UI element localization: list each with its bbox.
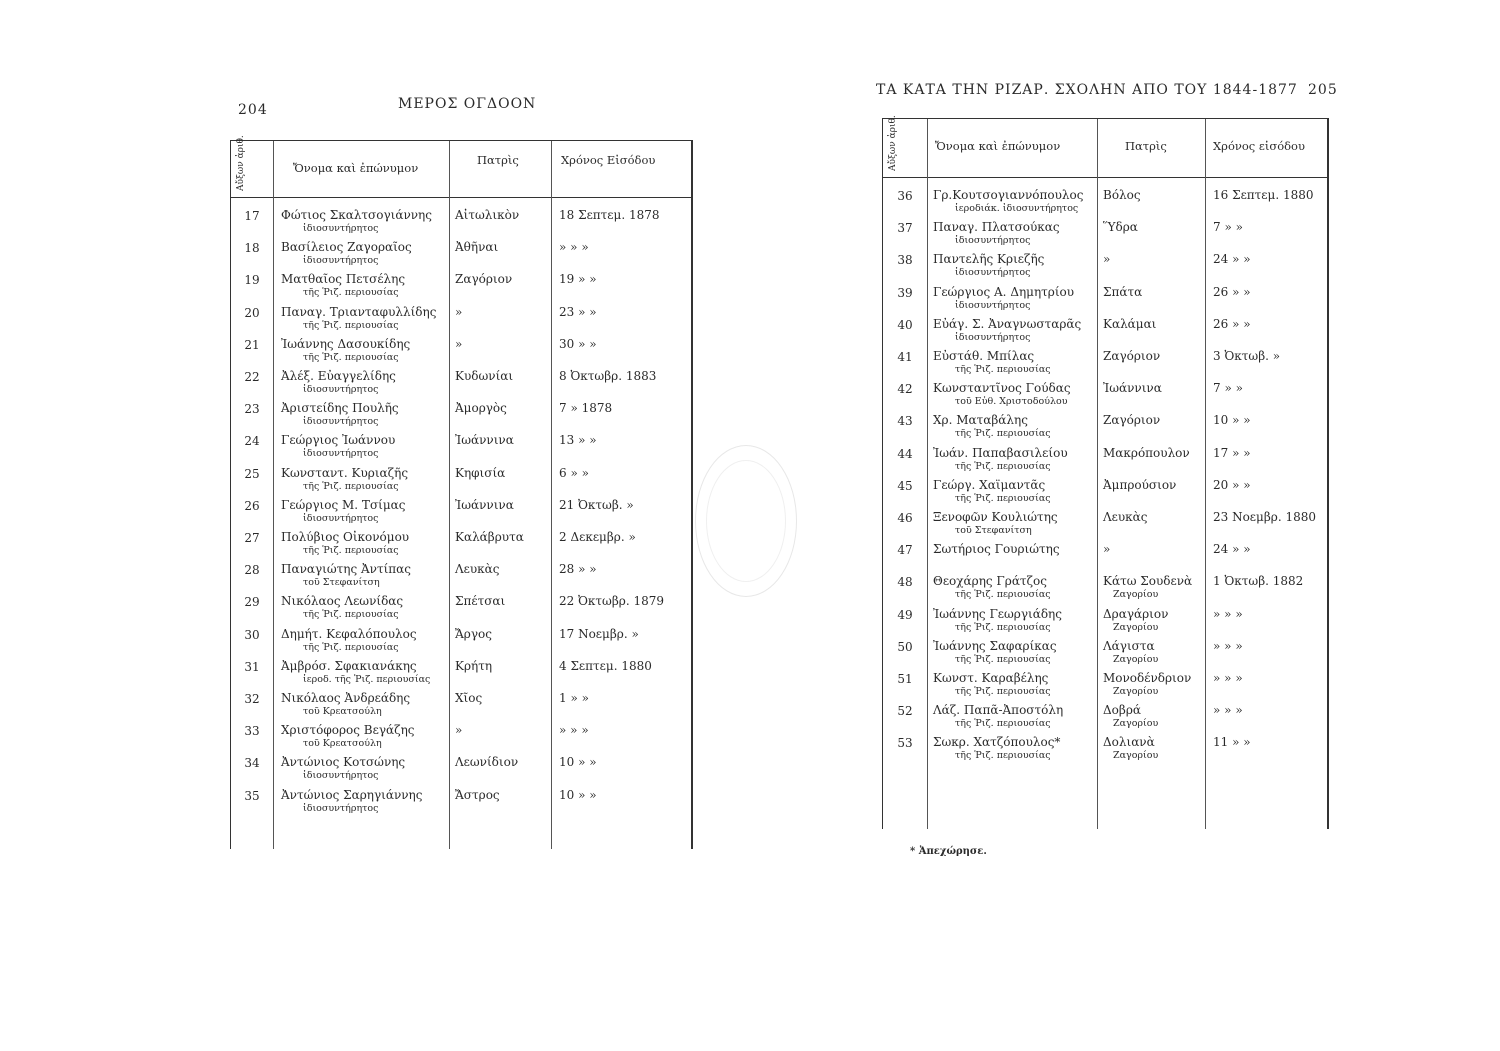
person-note: τοῦ Στεφανίτση xyxy=(955,525,1032,536)
table-row xyxy=(231,269,691,301)
person-name: Χρ. Ματαβάλης xyxy=(933,413,1028,428)
table-row xyxy=(883,604,1327,636)
person-name: Ἰωάννης Σαφαρίκας xyxy=(933,638,1057,653)
table-row xyxy=(883,539,1327,571)
homeland: Κάτω Σουδενὰ xyxy=(1103,574,1193,589)
library-stamp xyxy=(695,445,797,597)
register-table-left xyxy=(230,135,693,849)
running-head: ΤΑ ΚΑΤΑ ΤΗΝ ΡΙΖΑΡ. ΣΧΟΛΗΝ ΑΠΟ ΤΟΥ 1844-1877 xyxy=(876,82,1298,98)
person-name: Ἀριστείδης Πουλῆς xyxy=(281,401,399,416)
row-number: 32 xyxy=(244,692,260,706)
person-note: τῆς Ῥιζ. περιουσίας xyxy=(955,750,1051,762)
entry-date: 20 » » xyxy=(1213,477,1251,492)
entry-date: 28 » » xyxy=(559,562,597,577)
person-name: Σωκρ. Χατζόπουλος* xyxy=(933,735,1061,750)
person-name: Γεώργ. Χαϊμαντᾶς xyxy=(933,477,1046,492)
person-name: Ξενοφῶν Κουλιώτης xyxy=(933,510,1058,524)
entry-date: 24 » » xyxy=(1213,252,1251,267)
row-number: 48 xyxy=(897,575,913,590)
homeland: Σπέτσαι xyxy=(455,594,506,609)
entry-date: 2 Δεκεμβρ. » xyxy=(559,530,636,544)
row-number: 52 xyxy=(897,704,913,719)
table-header xyxy=(883,115,1327,178)
col-place-header: Πατρὶς xyxy=(477,153,519,167)
homeland: Καλάμαι xyxy=(1103,316,1157,331)
person-name: Φώτιος Σκαλτσογιάννης xyxy=(281,208,432,222)
homeland: Σπάτα xyxy=(1103,284,1143,299)
person-note: τῆς Ῥιζ. περιουσίας xyxy=(955,653,1051,665)
entry-date: » » » xyxy=(1213,606,1243,621)
entry-date: 26 » » xyxy=(1213,316,1251,331)
row-number: 49 xyxy=(897,607,913,622)
table-row xyxy=(883,314,1327,346)
row-number: 34 xyxy=(244,756,260,771)
table-row xyxy=(231,559,691,591)
person-note: ἰδιοσυντήρητος xyxy=(303,512,379,524)
row-number: 20 xyxy=(244,305,260,320)
table-row xyxy=(231,205,691,237)
row-number: 27 xyxy=(244,531,260,545)
entry-date: 11 » » xyxy=(1213,735,1251,750)
homeland: Ἄργος xyxy=(455,626,492,641)
homeland-region: Ζαγορίου xyxy=(1113,589,1159,601)
homeland-region: Ζαγορίου xyxy=(1113,718,1159,730)
homeland-region: Ζαγορίου xyxy=(1113,653,1159,665)
person-name: Βασίλειος Ζαγοραῖος xyxy=(281,240,412,255)
person-name: Κωνστ. Καραβέλης xyxy=(933,671,1049,685)
table-row xyxy=(231,302,691,334)
homeland: Ἀμπρούσιον xyxy=(1103,477,1177,492)
entry-date: 7 » » xyxy=(1213,220,1243,235)
page-number: 204 xyxy=(238,102,268,118)
person-note: τῆς Ῥιζ. περιουσίας xyxy=(303,609,399,621)
person-name: Κωνσταντῖνος Γούδας xyxy=(933,381,1071,396)
entry-date: 24 » » xyxy=(1213,542,1251,557)
entry-date: 3 Ὀκτωβ. » xyxy=(1213,349,1281,363)
row-number: 53 xyxy=(897,736,913,751)
row-number: 24 xyxy=(244,434,260,449)
person-note: ἰδιοσυντήρητος xyxy=(303,384,379,395)
homeland: Ἀμοργὸς xyxy=(455,401,507,416)
person-note: τῆς Ῥιζ. περιουσίας xyxy=(303,545,399,556)
person-name: Νικόλαος Λεωνίδας xyxy=(281,594,404,609)
person-note: τῆς Ῥιζ. περιουσίας xyxy=(303,287,399,299)
table-row xyxy=(883,410,1327,442)
entry-date: 18 Σεπτεμ. 1878 xyxy=(559,208,660,222)
person-note: ἰδιοσυντήρητος xyxy=(303,802,379,814)
entry-date: » » » xyxy=(1213,671,1243,685)
entry-date: 10 » » xyxy=(559,787,597,802)
entry-date: 10 » » xyxy=(559,755,597,770)
table-row xyxy=(883,217,1327,249)
row-number: 22 xyxy=(244,370,260,384)
person-note: ἰδιοσυντήρητος xyxy=(303,223,379,234)
homeland: Χῖος xyxy=(455,691,483,705)
homeland: Κρήτη xyxy=(455,658,493,673)
person-note: ἱεροδ. τῆς Ῥιζ. περιουσίας xyxy=(303,673,431,685)
person-name: Εὐστάθ. Μπίλας xyxy=(933,349,1035,363)
person-note: τοῦ Κρεατσούλη xyxy=(303,706,382,717)
homeland: Μονοδένδριον xyxy=(1103,671,1192,685)
table-row xyxy=(883,346,1327,378)
table-row xyxy=(231,334,691,366)
register-table-right xyxy=(882,115,1329,829)
table-row xyxy=(231,366,691,398)
person-note: ἰδιοσυντήρητος xyxy=(955,267,1031,279)
person-note: τῆς Ῥιζ. περιουσίας xyxy=(955,460,1051,472)
homeland: Ἰωάννινα xyxy=(455,433,514,448)
homeland: Ζαγόριον xyxy=(1103,413,1161,428)
person-name: Γεώργιος Ἰωάννου xyxy=(281,433,396,448)
col-serial-header: Αὔξων ἀριθ. xyxy=(888,115,898,171)
entry-date: 30 » » xyxy=(559,336,597,351)
homeland: Αἰτωλικὸν xyxy=(455,208,520,222)
person-note: τοῦ Κρεατσούλη xyxy=(303,738,382,750)
homeland: Καλάβρυτα xyxy=(455,530,524,544)
homeland: Δοβρά xyxy=(1103,703,1141,718)
entry-date: 8 Ὀκτωβρ. 1883 xyxy=(559,369,657,383)
row-number: 44 xyxy=(897,446,913,461)
person-note: τοῦ Στεφανίτση xyxy=(303,577,380,589)
row-number: 43 xyxy=(897,414,913,429)
homeland: Ζαγόριον xyxy=(1103,349,1161,363)
table-row xyxy=(883,282,1327,314)
row-number: 35 xyxy=(244,788,260,803)
homeland: Λευκὰς xyxy=(1103,510,1148,524)
person-note: ἰδιοσυντήρητος xyxy=(955,331,1031,343)
table-row xyxy=(231,720,691,752)
person-name: Παναγ. Τριανταφυλλίδης xyxy=(281,304,437,319)
row-number: 36 xyxy=(897,189,913,203)
person-note: τῆς Ῥιζ. περιουσίας xyxy=(303,480,399,492)
table-row xyxy=(883,249,1327,281)
person-name: Σωτήριος Γουριώτης xyxy=(933,542,1060,557)
entry-date: 17 Νοεμβρ. » xyxy=(559,626,639,641)
person-note: τῆς Ῥιζ. περιουσίας xyxy=(955,364,1051,375)
entry-date: 7 » » xyxy=(1213,381,1243,396)
page-number: 205 xyxy=(1308,82,1338,98)
row-number: 50 xyxy=(897,639,913,654)
table-row xyxy=(231,591,691,623)
row-number: 41 xyxy=(897,350,913,364)
entry-date: » » » xyxy=(1213,703,1243,718)
table-row xyxy=(883,571,1327,603)
table-row xyxy=(231,430,691,462)
homeland: Κυδωνίαι xyxy=(455,369,514,383)
row-number: 37 xyxy=(897,221,913,236)
entry-date: 16 Σεπτεμ. 1880 xyxy=(1213,188,1314,202)
table-row xyxy=(883,636,1327,668)
table-row xyxy=(883,443,1327,475)
table-row xyxy=(231,656,691,688)
person-name: Ἰωάν. Παπαβασιλείου xyxy=(933,445,1068,460)
entry-date: 4 Σεπτεμ. 1880 xyxy=(559,658,652,673)
row-number: 31 xyxy=(244,659,260,674)
row-number: 30 xyxy=(244,627,260,642)
person-note: ἰδιοσυντήρητος xyxy=(955,235,1031,247)
col-date-header: Χρόνος εἰσόδου xyxy=(1213,139,1305,153)
entry-date: 21 Ὀκτωβ. » xyxy=(559,497,634,512)
person-name: Δημήτ. Κεφαλόπουλος xyxy=(281,626,417,641)
homeland: Ζαγόριον xyxy=(455,272,513,287)
table-row xyxy=(883,668,1327,700)
table-row xyxy=(231,785,691,817)
homeland: Μακρόπουλον xyxy=(1103,445,1190,460)
person-name: Παντελῆς Κριεζῆς xyxy=(933,252,1045,267)
person-name: Λάζ. Παπᾶ-Ἀποστόλη xyxy=(933,703,1064,718)
person-name: Κωνσταντ. Κυριαζῆς xyxy=(281,465,409,480)
homeland-region: Ζαγορίου xyxy=(1113,750,1159,762)
row-number: 19 xyxy=(244,273,260,288)
person-note: τῆς Ῥιζ. περιουσίας xyxy=(303,641,399,653)
person-name: Γεώργιος Α. Δημητρίου xyxy=(933,284,1075,299)
table-row xyxy=(231,752,691,784)
person-name: Ἀμβρόσ. Σφακιανάκης xyxy=(281,658,417,673)
entry-date: 22 Ὀκτωβρ. 1879 xyxy=(559,594,665,609)
homeland: Βόλος xyxy=(1103,188,1141,202)
table-row xyxy=(231,237,691,269)
entry-date: 1 Ὀκτωβ. 1882 xyxy=(1213,574,1304,589)
table-row xyxy=(883,378,1327,410)
person-name: Παναγιώτης Ἀντίπας xyxy=(281,562,412,577)
table-row xyxy=(231,398,691,430)
entry-date: » » » xyxy=(1213,638,1243,653)
row-number: 46 xyxy=(897,511,913,525)
person-name: Εὐάγ. Σ. Ἀναγνωσταρᾶς xyxy=(933,316,1082,331)
col-name-header: Ὄνομα καὶ ἐπώνυμον xyxy=(935,139,1061,153)
row-number: 39 xyxy=(897,285,913,300)
person-note: ἰδιοσυντήρητος xyxy=(303,448,379,460)
homeland: Δραγάριον xyxy=(1103,606,1169,621)
homeland: » xyxy=(455,723,463,738)
person-name: Παναγ. Πλατσούκας xyxy=(933,220,1060,235)
person-note: τῆς Ῥιζ. περιουσίας xyxy=(955,428,1051,440)
person-note: τῆς Ῥιζ. περιουσίας xyxy=(955,718,1051,730)
row-number: 42 xyxy=(897,382,913,397)
person-note: ἰδιοσυντήρητος xyxy=(303,416,379,428)
table-row xyxy=(231,624,691,656)
person-note: τῆς Ῥιζ. περιουσίας xyxy=(303,319,399,331)
entry-date: 10 » » xyxy=(1213,413,1251,428)
person-name: Νικόλαος Ἀνδρεάδης xyxy=(281,691,411,705)
row-number: 40 xyxy=(897,317,913,332)
homeland: Ἰωάννινα xyxy=(455,497,514,512)
row-number: 21 xyxy=(244,337,260,352)
homeland: Λευκὰς xyxy=(455,562,500,577)
row-number: 28 xyxy=(244,563,260,578)
person-name: Γεώργιος Μ. Τσίμας xyxy=(281,497,406,512)
homeland: » xyxy=(1103,542,1111,557)
homeland: Ἰωάννινα xyxy=(1103,381,1162,396)
table-row xyxy=(883,507,1327,539)
col-place-header: Πατρὶς xyxy=(1125,139,1167,153)
entry-date: 6 » » xyxy=(559,465,589,480)
person-name: Ματθαῖος Πετσέλης xyxy=(281,272,406,287)
row-number: 23 xyxy=(244,402,260,417)
person-name: Ἀντώνιος Κοτσώνης xyxy=(281,755,406,770)
row-number: 47 xyxy=(897,543,913,558)
homeland: Ἀθῆναι xyxy=(455,240,499,255)
person-name: Χριστόφορος Βεγάζης xyxy=(281,723,415,738)
entry-date: 26 » » xyxy=(1213,284,1251,299)
person-name: Γρ.Κουτσογιαννόπουλος xyxy=(933,188,1084,202)
row-number: 45 xyxy=(897,478,913,493)
homeland-region: Ζαγορίου xyxy=(1113,621,1159,633)
homeland: Κηφισία xyxy=(455,465,506,480)
homeland: Ἄστρος xyxy=(455,787,500,802)
person-name: Ἰωάννης Δασουκίδης xyxy=(281,336,411,351)
homeland: Ὕδρα xyxy=(1103,220,1138,235)
col-serial-header: Αὔξων ἀριθ. xyxy=(236,135,246,191)
homeland: » xyxy=(455,304,463,319)
person-note: τῆς Ῥιζ. περιουσίας xyxy=(955,621,1051,633)
table-row xyxy=(231,688,691,720)
col-date-header: Χρόνος Εἰσόδου xyxy=(561,153,656,167)
table-row xyxy=(883,732,1327,764)
entry-date: 7 » 1878 xyxy=(559,401,613,416)
person-note: τῆς Ῥιζ. περιουσίας xyxy=(955,686,1051,697)
homeland: » xyxy=(455,336,463,351)
person-note: ἰδιοσυντήρητος xyxy=(303,770,379,782)
person-name: Πολύβιος Οἰκονόμου xyxy=(281,530,410,544)
entry-date: 23 Νοεμβρ. 1880 xyxy=(1213,510,1316,524)
person-note: τῆς Ῥιζ. περιουσίας xyxy=(955,492,1051,504)
table-row xyxy=(231,463,691,495)
row-number: 25 xyxy=(244,466,260,481)
person-note: τῆς Ῥιζ. περιουσίας xyxy=(303,351,399,363)
entry-date: » » » xyxy=(559,240,589,255)
footnote: * Ἀπεχώρησε. xyxy=(910,846,987,857)
table-row xyxy=(883,700,1327,732)
person-note: ἱεροδιάκ. ἰδιοσυντήρητος xyxy=(955,203,1079,214)
row-number: 26 xyxy=(244,498,260,513)
table-header xyxy=(231,135,691,198)
row-number: 18 xyxy=(244,241,260,256)
person-name: Ἰωάννης Γεωργιάδης xyxy=(933,606,1062,621)
row-number: 29 xyxy=(244,595,260,610)
person-name: Ἀντώνιος Σαρηγιάννης xyxy=(281,787,423,802)
table-row xyxy=(231,495,691,527)
entry-date: » » » xyxy=(559,723,589,738)
homeland: Δολιανὰ xyxy=(1103,735,1155,750)
person-note: ἰδιοσυντήρητος xyxy=(955,299,1031,311)
row-number: 51 xyxy=(897,672,913,686)
entry-date: 1 » » xyxy=(559,691,589,705)
running-head: ΜΕΡΟΣ ΟΓΔΟΟΝ xyxy=(398,96,537,112)
table-row xyxy=(231,527,691,559)
row-number: 17 xyxy=(244,209,260,223)
homeland: Λάγιστα xyxy=(1103,638,1155,653)
homeland-region: Ζαγορίου xyxy=(1113,686,1159,697)
row-number: 33 xyxy=(244,724,260,739)
homeland: Λεωνίδιον xyxy=(455,755,519,770)
entry-date: 17 » » xyxy=(1213,445,1251,460)
homeland: » xyxy=(1103,252,1111,267)
person-name: Θεοχάρης Γράτζος xyxy=(933,574,1048,589)
entry-date: 13 » » xyxy=(559,433,597,448)
table-row xyxy=(883,185,1327,217)
person-note: τοῦ Εὐθ. Χριστοδούλου xyxy=(955,396,1068,408)
col-name-header: Ὄνομα καὶ ἐπώνυμον xyxy=(293,161,419,175)
table-row xyxy=(883,475,1327,507)
row-number: 38 xyxy=(897,253,913,268)
person-note: ἰδιοσυντήρητος xyxy=(303,255,379,267)
person-note: τῆς Ῥιζ. περιουσίας xyxy=(955,589,1051,601)
person-name: Ἀλέξ. Εὐαγγελίδης xyxy=(281,369,396,383)
entry-date: 23 » » xyxy=(559,304,597,319)
entry-date: 19 » » xyxy=(559,272,597,287)
